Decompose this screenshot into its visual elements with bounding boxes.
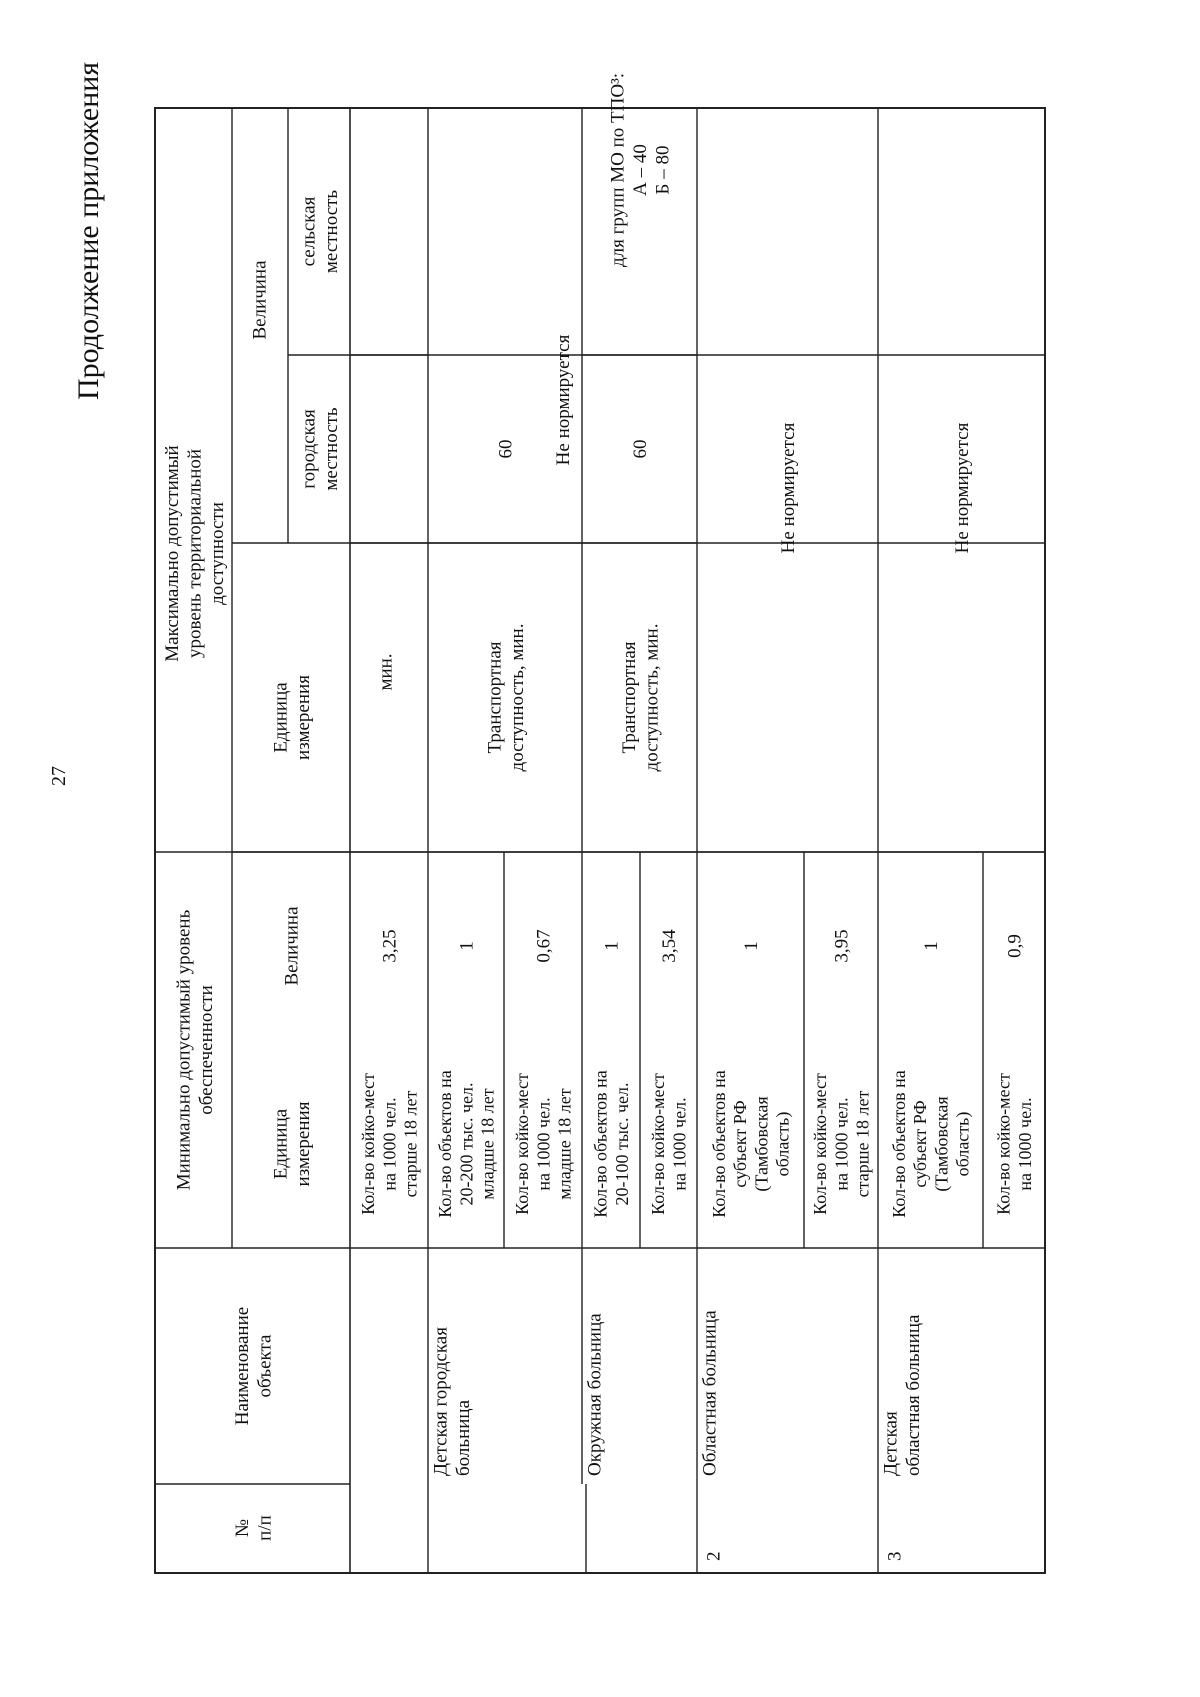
header-min-group [173, 909, 216, 1190]
row-rural-line: для групп МО по ТПО³: [607, 72, 629, 268]
row-num-line: 2 [703, 1551, 725, 1561]
header-name-line: Наименование [231, 1306, 253, 1426]
header-max-unit-line: измерения [292, 675, 314, 760]
row-merged [778, 422, 799, 553]
row-sub-min-value [534, 929, 555, 962]
header-max-group-line: доступности [207, 502, 229, 605]
header-urban [298, 407, 341, 491]
row-min-unit-line: на 1000 чел. [379, 1097, 400, 1191]
row-sub-min-unit-line: на 1000 чел. [831, 1097, 852, 1191]
row-sub-min-unit-line: на 1000 чел. [533, 1097, 554, 1191]
row-sub-min-unit-line: Кол-во койко-мест [993, 1073, 1014, 1215]
row-sub-min-unit-line: Кол-во койко-мест [810, 1073, 831, 1215]
row-merged [952, 422, 973, 553]
row-min-value [741, 941, 762, 951]
row-urban [496, 440, 517, 459]
row-min-unit-line: субъект РФ [910, 1100, 931, 1188]
row-min-unit-line: Кол-во койко-мест [358, 1073, 379, 1215]
row-min-value [380, 929, 401, 962]
row-min-unit [709, 1070, 794, 1218]
row-num [885, 1552, 906, 1562]
header-max-unit [270, 675, 313, 760]
row-sub-min-unit [512, 1073, 574, 1215]
row-sub-min-unit [648, 1073, 689, 1215]
row-min-value-line: 1 [456, 941, 478, 951]
header-name [232, 1307, 275, 1425]
row-rural-line: А – 40 [630, 144, 652, 196]
row-min-unit [591, 1070, 632, 1218]
row-min-unit [435, 1070, 497, 1218]
row-name [880, 1314, 923, 1476]
row-max-unit [376, 653, 397, 690]
header-min-group-line: обеспеченности [195, 985, 217, 1115]
header-min-value [282, 906, 303, 986]
header-urban-line: городская [298, 409, 320, 489]
header-max-unit-line: Единица [270, 682, 292, 753]
row-name [585, 1313, 606, 1476]
header-min-unit-line: измерения [292, 1101, 314, 1187]
row-sub-min-unit-line: Кол-во койко-мест [512, 1073, 533, 1215]
header-name-line: объекта [254, 1334, 276, 1398]
row-name-line: Окружная больница [584, 1313, 606, 1476]
header-max-value [250, 260, 271, 340]
row-name [430, 1327, 473, 1476]
row-urban-line: 60 [495, 439, 517, 459]
row-min-unit [889, 1070, 974, 1218]
row-sub-min-value-line: 3,54 [659, 929, 681, 963]
row-max-unit-line: Транспортная [618, 641, 640, 754]
row-sub-min-value [832, 929, 853, 962]
header-min-group-line: Минимально допустимый уровень [173, 909, 195, 1191]
row-sub-min-unit [994, 1073, 1035, 1215]
row-max-unit-line: доступность, мин. [506, 623, 528, 772]
row-min-unit-line: Кол-во объектов на [708, 1070, 729, 1218]
row-num-line: 3 [884, 1551, 906, 1561]
row-min-value-line: 1 [741, 941, 763, 951]
row-name-line: Областная больница [699, 1310, 721, 1476]
header-max-group-line: Максимально допустимый [162, 445, 184, 662]
row-min-unit-line: Кол-во объектов на [590, 1070, 611, 1218]
row-name [700, 1310, 721, 1476]
row-num [704, 1552, 725, 1562]
row-rural [608, 73, 674, 267]
row-min-value-line: 1 [921, 941, 943, 951]
row-sub-min-value [1005, 934, 1026, 958]
row-sub-min-unit-line: на 1000 чел. [1014, 1097, 1035, 1191]
row-sub-min-unit [810, 1073, 872, 1215]
row-rural-line: Б – 80 [652, 145, 674, 195]
row-sub-min-unit-line: Кол-во койко-мест [648, 1073, 669, 1215]
header-max-value-line: Величина [249, 260, 271, 340]
row-min-unit-line: Кол-во объектов на [888, 1070, 909, 1218]
header-rural-line: сельская [298, 196, 320, 267]
row-max-unit-line: доступность, мин. [641, 623, 663, 772]
row-min-unit-line: (Тамбовская [751, 1096, 772, 1192]
row-min-value-line: 3,25 [379, 929, 401, 963]
row-sub-min-unit-line: старше 18 лет [852, 1090, 873, 1198]
row-sub-min-value-line: 0,9 [1004, 934, 1026, 958]
row-max-unit [484, 624, 527, 772]
row-min-unit-line: 20-200 тыс. чел. [456, 1082, 477, 1206]
header-rural [298, 190, 341, 274]
header-num [232, 1515, 275, 1541]
row-urban [630, 440, 651, 459]
row-min-unit-line: 20-100 тыс. чел. [611, 1082, 632, 1206]
header-num-line: п/п [254, 1515, 276, 1541]
row-sub-min-value-line: 0,67 [533, 929, 555, 963]
row-min-value [602, 941, 623, 951]
header-min-value-line: Величина [281, 906, 303, 986]
header-urban-line: местность [320, 407, 342, 491]
row-min-unit-line: область) [952, 1111, 973, 1177]
header-max-group [162, 445, 228, 661]
row-min-unit-line: (Тамбовская [931, 1096, 952, 1192]
row-min-value-line: 1 [601, 941, 623, 951]
row-name-line: больница [452, 1400, 474, 1476]
row-min-value [921, 941, 942, 951]
row-min-value [457, 941, 478, 951]
row-name-line: Детская [880, 1411, 902, 1476]
row-merged-line: Не нормируется [778, 422, 800, 554]
row-max-unit [619, 624, 662, 772]
header-rural-line: местность [320, 189, 342, 274]
row-sub-min-unit-line: на 1000 чел. [669, 1097, 690, 1191]
row-name-line: областная больница [902, 1314, 924, 1476]
row-min-unit-line: младше 18 лет [477, 1088, 498, 1200]
page-number: 27 [48, 766, 70, 786]
row-name-line: Детская городская [430, 1327, 452, 1476]
row-urban-line: 60 [630, 439, 652, 459]
row-merged-line: Не нормируется [952, 422, 974, 554]
row-sub-min-value [659, 929, 680, 963]
row-min-unit-line: Кол-во объектов на [435, 1070, 456, 1218]
page-caption: Продолжение приложения [72, 61, 105, 400]
row-max-unit-line: Транспортная [484, 641, 506, 754]
row-rural-line: Не нормируется [553, 334, 575, 466]
row-sub-min-unit-line: младше 18 лет [554, 1088, 575, 1200]
row-min-unit-line: субъект РФ [730, 1100, 751, 1188]
row-max-unit-line: мин. [375, 653, 397, 691]
row-min-unit-line: старше 18 лет [400, 1090, 421, 1198]
header-min-unit [270, 1101, 313, 1186]
row-min-unit-line: область) [772, 1111, 793, 1177]
row-rural [553, 334, 574, 465]
row-sub-min-value-line: 3,95 [831, 929, 853, 963]
header-min-unit-line: Единица [270, 1108, 292, 1180]
header-max-group-line: уровень территориальной [184, 448, 206, 659]
header-num-line: № [231, 1518, 253, 1538]
row-min-unit [358, 1073, 420, 1215]
